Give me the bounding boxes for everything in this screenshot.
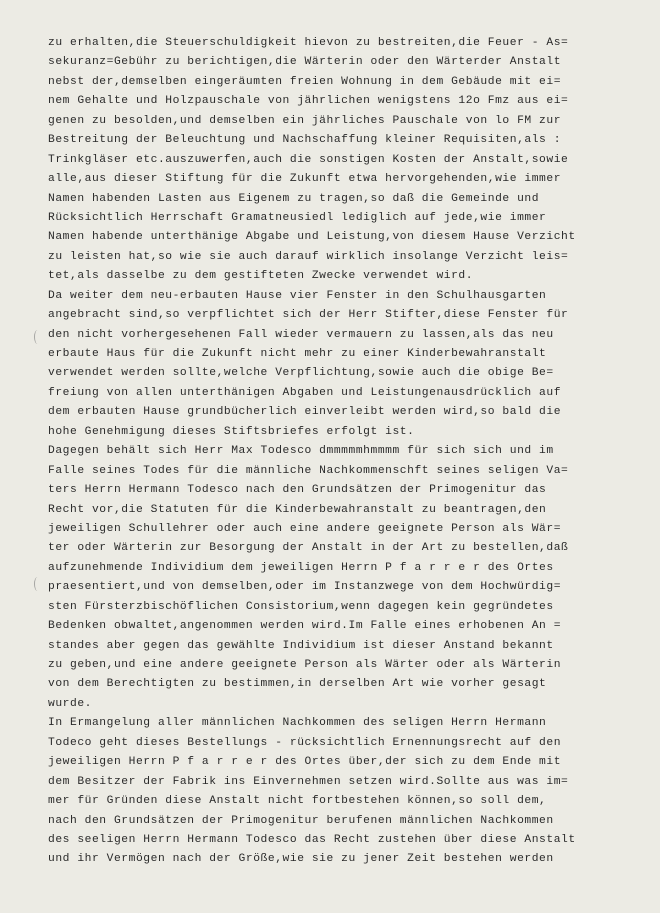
text-line: des seeligen Herrn Hermann Todesco das Recht zustehen über diese Anstalt	[48, 833, 576, 846]
document-body	[48, 34, 640, 870]
text-line: von dem Berechtigten zu bestimmen,in derselben Art wie vorher gesagt	[48, 678, 547, 691]
punch-hole-mark-top	[34, 330, 41, 344]
text-line: hohe Genehmigung dieses Stiftsbriefes erfolgt ist.	[48, 425, 415, 438]
text-line: zu geben,und eine andere geeignete Person als Wärter oder als Wärterin	[48, 659, 562, 671]
text-line: Falle seines Todes für die männliche Nachkommenschft seines seligen Va=	[48, 464, 569, 477]
text-line: sten Fürsterzbischöflichen Consistorium,wenn dagegen kein gegründetes	[48, 600, 554, 613]
text-line: Namen habende unterthänige Abgabe und Leistung,von diesem Hause Verzicht	[48, 231, 576, 244]
text-line: zu leisten hat,so wie sie auch darauf wirklich insolange Verzicht leis=	[48, 250, 569, 263]
text-line: tet,als dasselbe zu dem gestifteten Zwecke verwendet wird.	[48, 270, 474, 283]
text-line: dem Besitzer der Fabrik ins Einvernehmen setzen wird.Sollte aus was im=	[48, 775, 569, 788]
text-line: alle,aus dieser Stiftung für die Zukunft etwa hervorgehenden,wie immer	[48, 173, 562, 186]
text-line: Bedenken obwaltet,angenommen werden wird.Im Falle eines erhobenen An =	[48, 620, 562, 633]
text-line: Rücksichtlich Herrschaft Gramatneusiedl lediglich auf jede,wie immer	[48, 211, 547, 224]
text-line: Dagegen behält sich Herr Max Todesco dmmmmmhmmmm für sich sich und im	[48, 445, 554, 458]
text-line: jeweiligen Schullehrer oder auch eine andere geeignete Person als Wär=	[48, 522, 562, 535]
text-line: und ihr Vermögen nach der Größe,wie sie zu jener Zeit bestehen werden	[48, 853, 554, 866]
text-line: ter oder Wärterin zur Besorgung der Anstalt in der Art zu bestellen,daß	[48, 542, 569, 555]
text-line: genen zu besolden,und demselben ein jährliches Pauschale von lo FM zur	[48, 114, 562, 127]
punch-hole-mark-bottom	[34, 577, 41, 591]
text-line: wurde.	[48, 697, 92, 710]
text-line: ters Herrn Hermann Todesco nach den Grundsätzen der Primogenitur das	[48, 484, 547, 497]
text-line: Bestreitung der Beleuchtung und Nachschaffung kleiner Requisiten,als :	[48, 134, 562, 147]
text-line: Todeco geht dieses Bestellungs - rücksichtlich Ernennungsrecht auf den	[48, 736, 562, 749]
text-line: verwendet werden sollte,welche Verpflichtung,sowie auch die obige Be=	[48, 367, 554, 380]
text-line: nem Gehalte und Holzpauschale von jährlichen wenigstens 12o Fmz aus ei=	[48, 95, 569, 108]
text-line: Namen habenden Lasten aus Eigenem zu tragen,so daß die Gemeinde und	[48, 192, 540, 205]
text-line: Recht vor,die Statuten für die Kinderbewahranstalt zu beantragen,den	[48, 503, 547, 516]
text-line: nebst der,demselben eingeräumten freien Wohnung in dem Gebäude mit ei=	[48, 75, 562, 88]
text-line: praesentiert,und von demselben,oder im Instanzwege von dem Hochwürdig=	[48, 581, 562, 594]
text-line: nach den Grundsätzen der Primogenitur berufenen männlichen Nachkommen	[48, 814, 554, 827]
text-line: jeweiligen Herrn P f a r r e r des Ortes über,der sich zu dem Ende mit	[48, 756, 562, 769]
text-line: erbaute Haus für die Zukunft nicht mehr zu einer Kinderbewahranstalt	[48, 348, 547, 360]
text-line: dem erbauten Hause grundbücherlich einverleibt werden wird,so bald die	[48, 406, 562, 419]
text-line: In Ermangelung aller männlichen Nachkommen des seligen Herrn Hermann	[48, 717, 547, 730]
text-line: angebracht sind,so verpflichtet sich der Herr Stifter,diese Fenster für	[48, 309, 569, 322]
text-line: Trinkgläser etc.auszuwerfen,auch die sonstigen Kosten der Anstalt,sowie	[48, 153, 569, 166]
text-line: den nicht vorhergesehenen Fall wieder vermauern zu lassen,als das neu	[48, 328, 554, 341]
text-line: freiung von allen unterthänigen Abgaben und Leistungenausdrücklich auf	[48, 386, 562, 399]
text-line: mer für Gründen diese Anstalt nicht fortbestehen können,so soll dem,	[48, 795, 547, 808]
text-line: Da weiter dem neu-erbauten Hause vier Fenster in den Schulhausgarten	[48, 289, 547, 302]
text-line: sekuranz=Gebühr zu berichtigen,die Wärterin oder den Wärterder Anstalt	[48, 56, 562, 69]
text-line: standes aber gegen das gewählte Individium ist dieser Anstand bekannt	[48, 639, 554, 652]
text-line: aufzunehmende Individium dem jeweiligen Herrn P f a r r e r des Ortes	[48, 561, 554, 574]
text-line: zu erhalten,die Steuerschuldigkeit hievon zu bestreiten,die Feuer - As=	[48, 37, 569, 49]
